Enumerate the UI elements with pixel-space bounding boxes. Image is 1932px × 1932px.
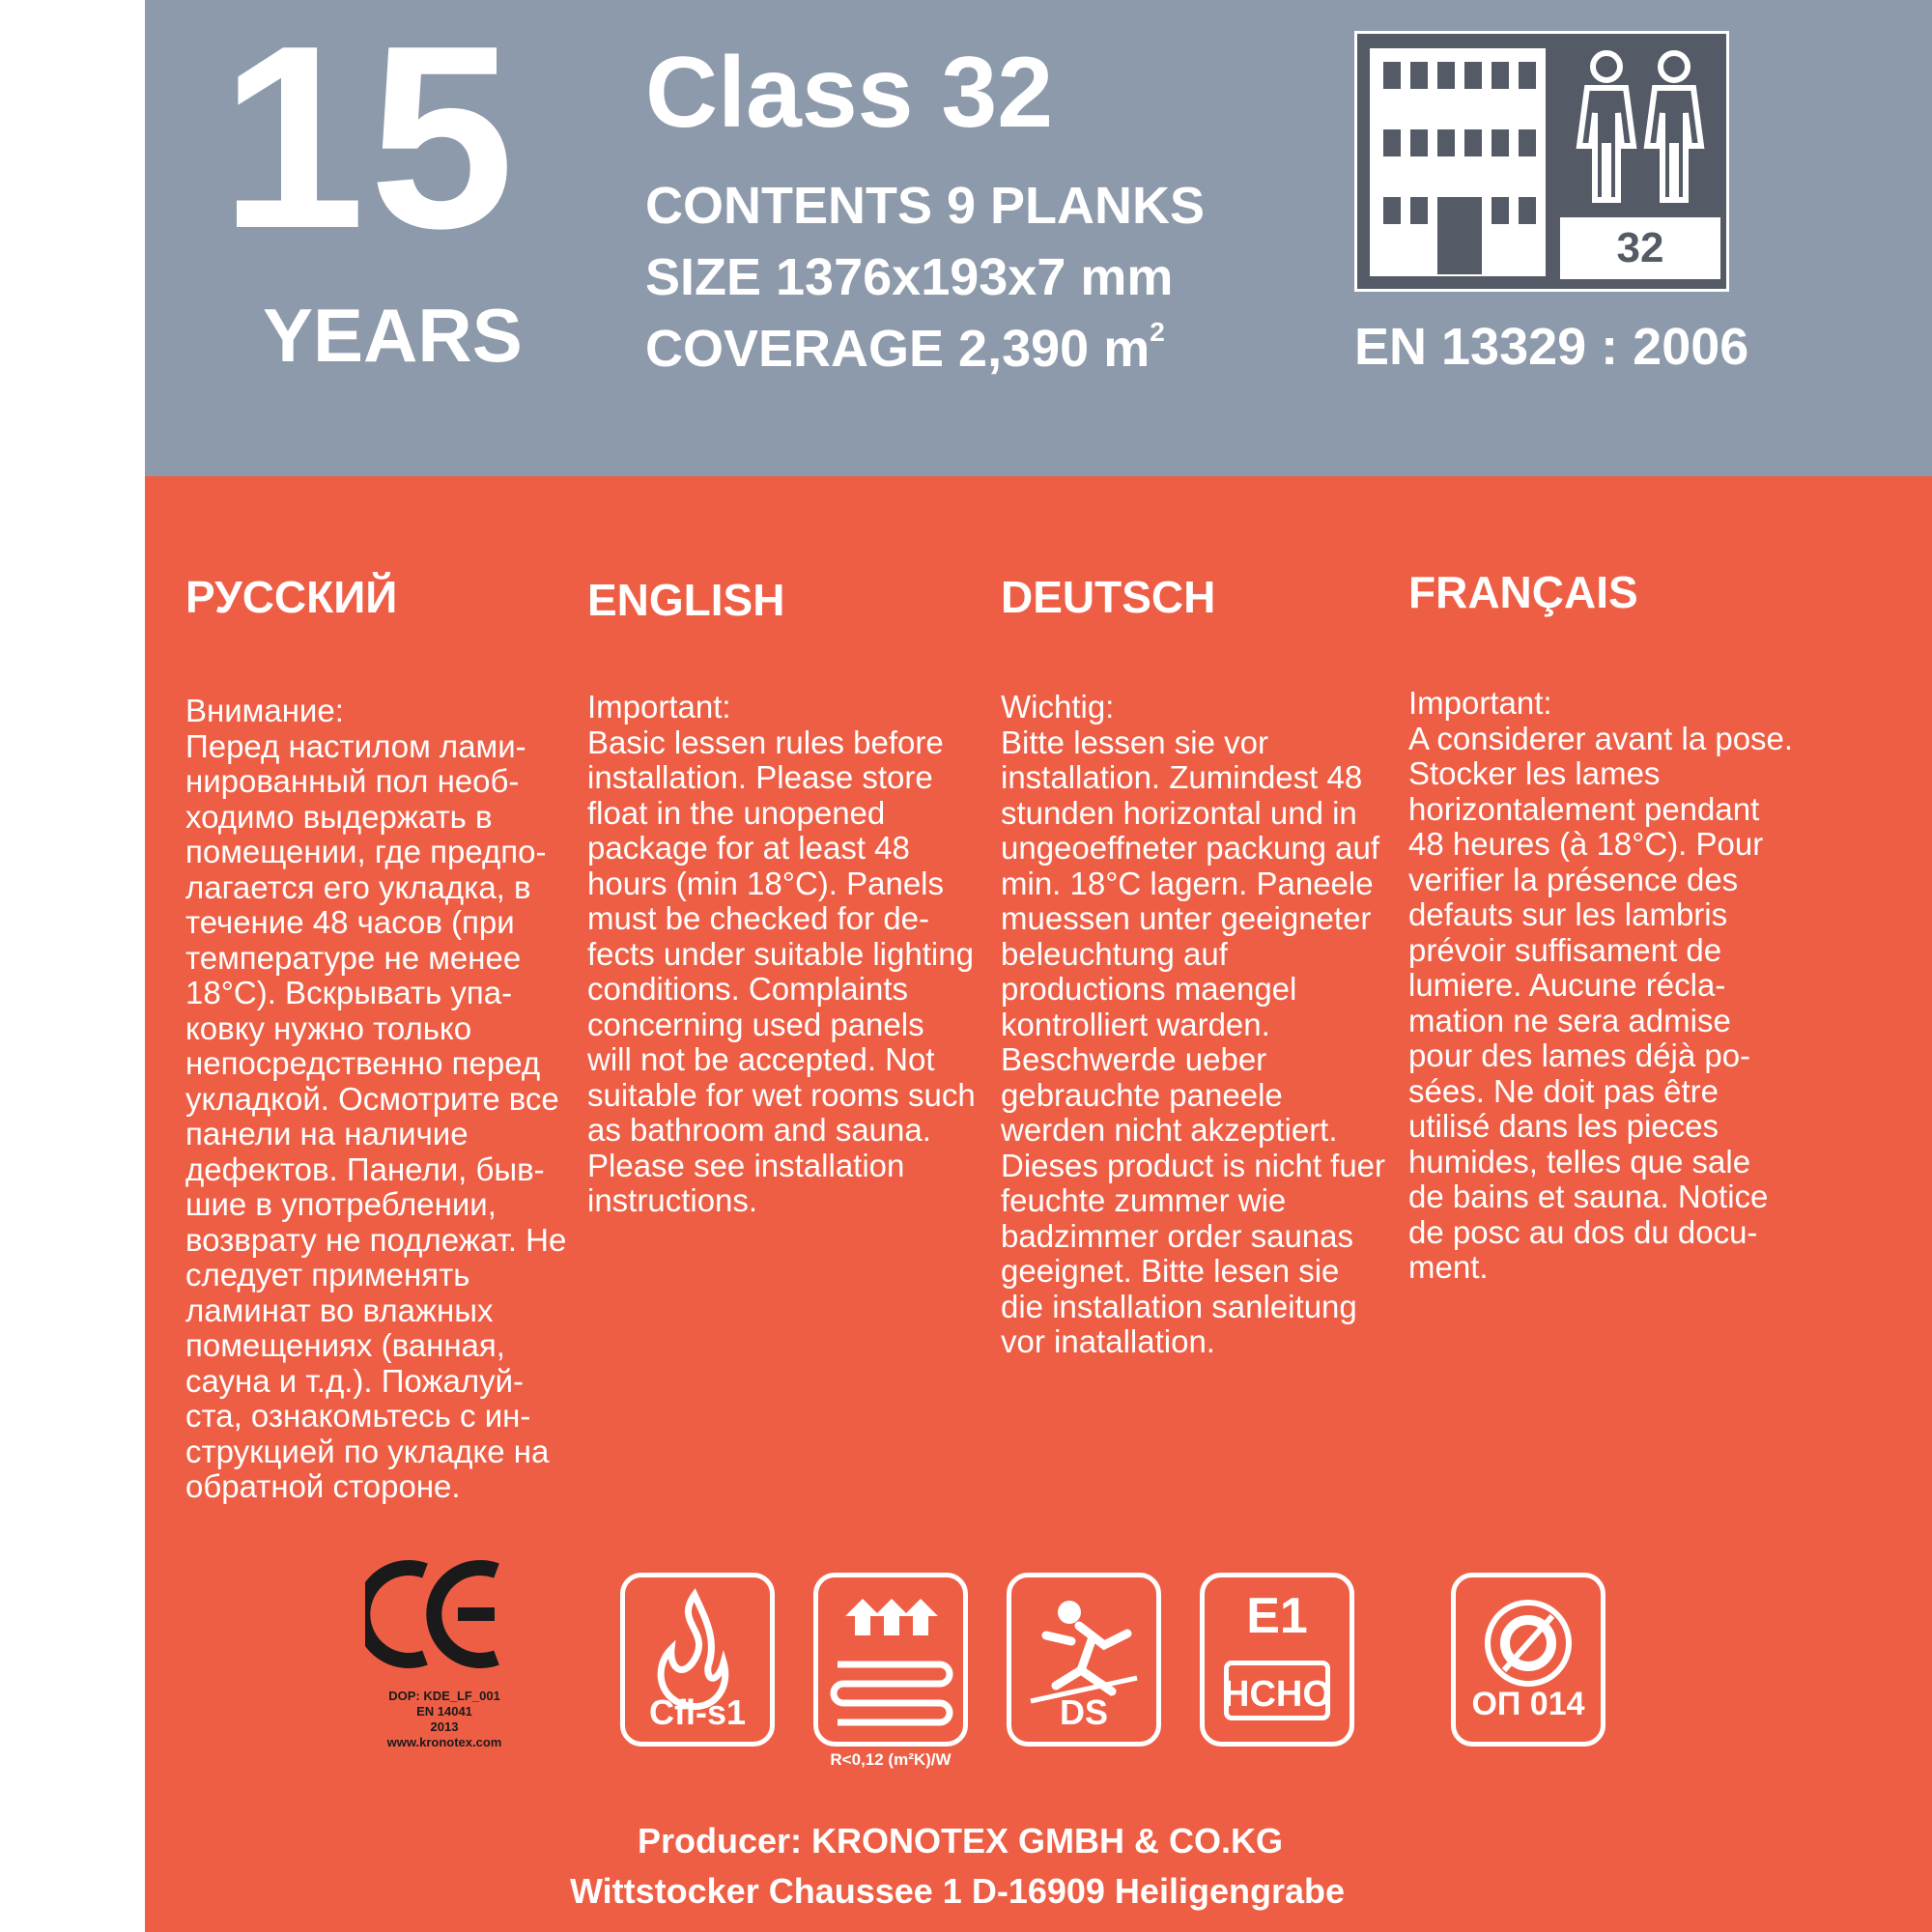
- body-english: Important: Basic lessen rules before installation. Please store float in the unopened package for at least 48 hours (min 18°C). Panels must be checked for de- fects under suitable lighting conditions. Complaints concerning used panels will not be accepted. Not suitable for wet rooms such as bathroom and sauna. Please see installation instructions.: [587, 689, 976, 1218]
- body-russian: Внимание: Перед настилом лами- нированный пол необ- ходимо выдержать в помещении, где предпо- лагается его укладка, в течение 48 часов (при температуре не менее 18°C). Вскрывать упа- ковку нужно только непосредственно перед укладкой. Осмотрите все панели на наличие дефектов. Панели, быв- шие в употреблении, возврату не подлежат. Не следует применять ламинат во влажных помещениях (ванная, сауна и т.д.). Пожалуй- ста, ознакомьтесь с ин- струкцией по укладке на обратной стороне.: [185, 693, 567, 1504]
- producer-address: Wittstocker Chaussee 1 D-16909 Heiligengrabe: [570, 1871, 1345, 1911]
- warranty-years-number: 15: [220, 0, 519, 283]
- heading-english: ENGLISH: [587, 575, 785, 625]
- coverage-value: COVERAGE 2,390 m: [645, 320, 1151, 378]
- producer-name: Producer: KRONOTEX GMBH & CO.KG: [638, 1821, 1284, 1861]
- people-icon: [1560, 45, 1720, 210]
- heading-german: DEUTSCH: [1001, 572, 1216, 622]
- heading-russian: РУССКИЙ: [185, 572, 398, 622]
- ce-mark-icon: [365, 1557, 510, 1671]
- thermal-resistance-label: R<0,12 (m²K)/W: [830, 1750, 952, 1769]
- coverage-spec: [645, 317, 1165, 378]
- ce-norm: EN 14041: [416, 1704, 472, 1719]
- coverage-unit-superscript: 2: [1150, 317, 1165, 347]
- ce-website: www.kronotex.com: [386, 1735, 502, 1749]
- body-german: Wichtig: Bitte lessen sie vor installation. Zumindest 48 stunden horizontal und in ungeoeffneter packung auf min. 18°C lagern. Paneele muessen unter geeigneter beleuchtung auf productions maengel kontrolliert warden. Beschwerde ueber gebrauchte paneele werden nicht akzeptiert. Dieses product is nicht fuer feuchte zummer wie badzimmer order saunas geeignet. Bitte lesen sie die installation sanleitung vor inatallation.: [1001, 689, 1386, 1359]
- contents-spec: CONTENTS 9 PLANKS: [645, 177, 1206, 235]
- ce-year: 2013: [430, 1719, 459, 1734]
- fire-class-label: Cfl-s1: [648, 1692, 747, 1732]
- class-title: Class 32: [645, 37, 1054, 149]
- ce-declaration: [348, 1689, 541, 1750]
- slip-class-label: DS: [1059, 1692, 1108, 1732]
- usage-class-badge: [1354, 31, 1729, 292]
- certification-card: [1451, 1573, 1605, 1747]
- emission-class-label: E1: [1246, 1588, 1308, 1644]
- warranty-years-label: YEARS: [263, 293, 523, 378]
- underfloor-heating-icon: [818, 1577, 963, 1742]
- heading-french: FRANÇAIS: [1408, 567, 1638, 617]
- size-spec: SIZE 1376x193x7 mm: [645, 248, 1174, 306]
- usage-class-number: 32: [1560, 217, 1720, 279]
- formaldehyde-label: HCHO: [1223, 1674, 1331, 1715]
- slip-class-card: [1007, 1573, 1161, 1747]
- emission-card: [1200, 1573, 1354, 1747]
- commercial-building-icon: [1367, 45, 1548, 279]
- certification-label: ОП 014: [1471, 1686, 1585, 1722]
- body-french: Important: A considerer avant la pose. Stocker les lames horizontalement pendant 48 heures (à 18°C). Pour verifier la présence des defauts sur les lambris prévoir suffisament de lumiere. Aucune récla- mation ne sera admise pour des lames déjà po- sées. Ne doit pas être utilisé dans les pieces humides, telles que sale de bains et sauna. Notice de posc au dos du docu- ment.: [1408, 685, 1794, 1285]
- ce-dop: DOP: KDE_LF_001: [388, 1689, 500, 1703]
- fire-class-card: [620, 1573, 775, 1747]
- heating-card: [813, 1573, 968, 1747]
- standard-norm: EN 13329 : 2006: [1354, 318, 1749, 376]
